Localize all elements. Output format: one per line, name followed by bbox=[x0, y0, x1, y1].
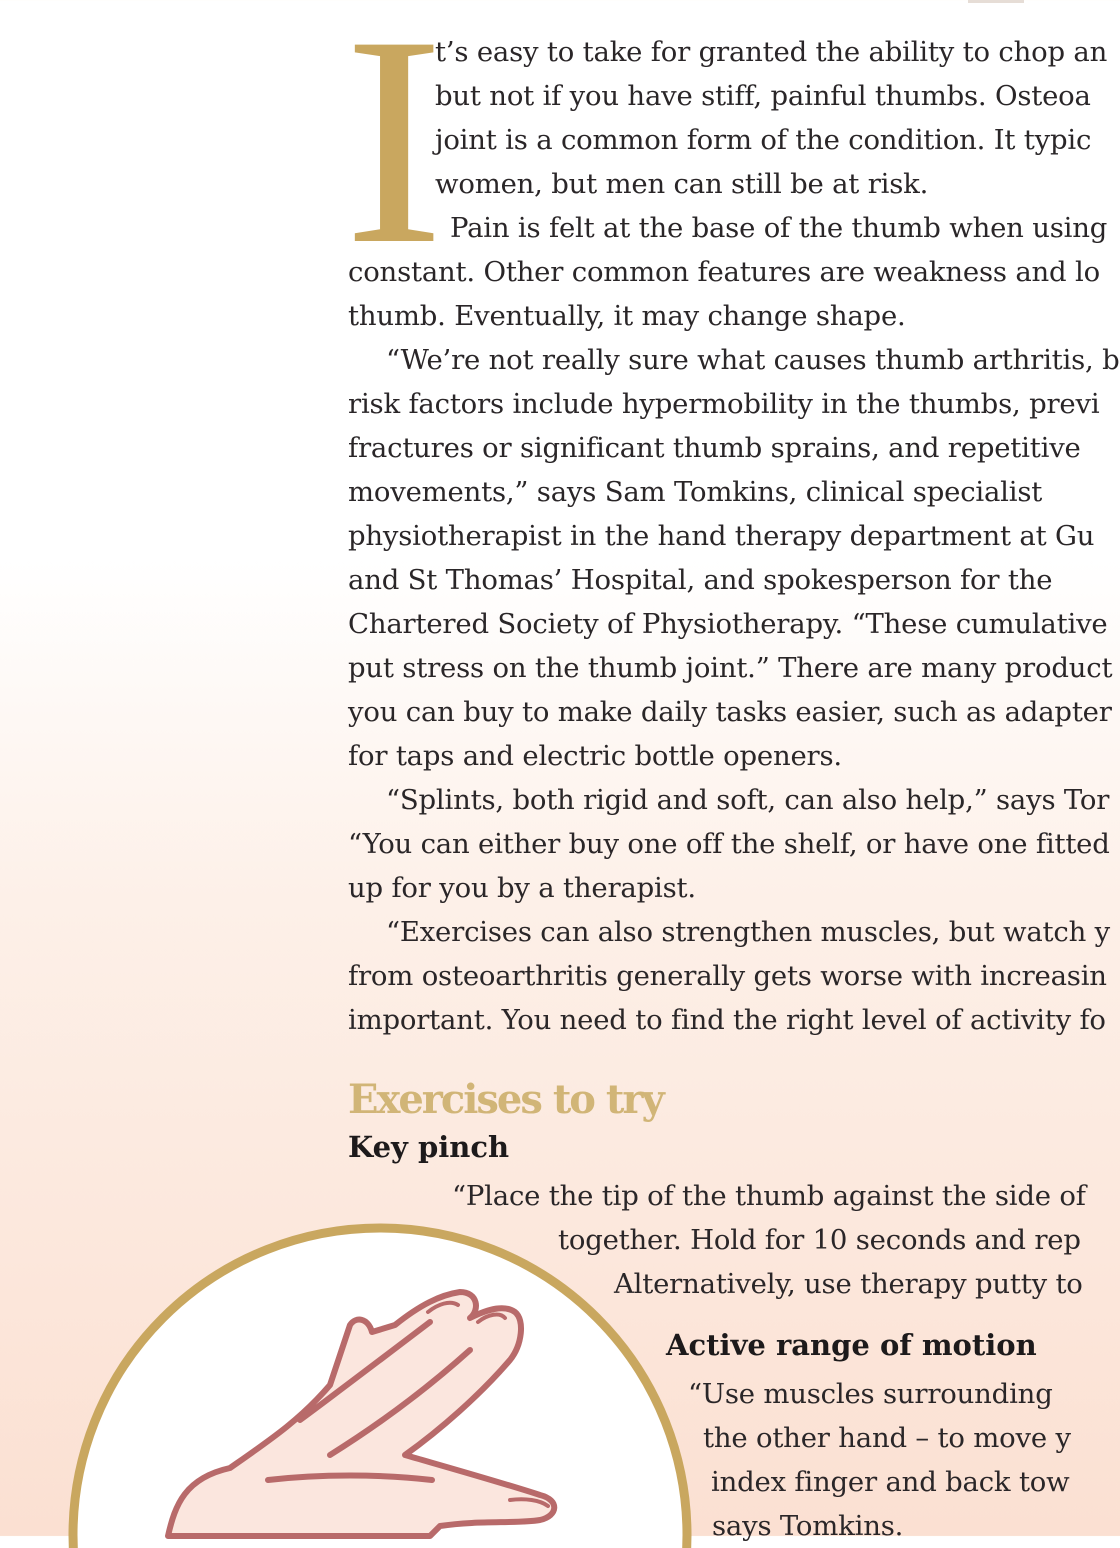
active-range-line: says Tomkins. bbox=[712, 1510, 904, 1542]
body-line: “You can either buy one off the shelf, or have one fitted bbox=[348, 828, 1110, 860]
exercise-title-key-pinch: Key pinch bbox=[348, 1130, 510, 1164]
body-line: important. You need to find the right level of activity fo bbox=[348, 1004, 1106, 1036]
body-line: physiotherapist in the hand therapy department at Gu bbox=[348, 520, 1095, 552]
body-line: from osteoarthritis generally gets worse with increasin bbox=[348, 960, 1107, 992]
active-range-line: index finger and back tow bbox=[711, 1466, 1070, 1498]
key-pinch-line: Alternatively, use therapy putty to bbox=[614, 1268, 1083, 1300]
key-pinch-line: together. Hold for 10 seconds and rep bbox=[558, 1224, 1081, 1256]
body-line: “We’re not really sure what causes thumb arthritis, b bbox=[386, 344, 1120, 376]
body-line: but not if you have stiff, painful thumbs. Osteoa bbox=[435, 80, 1091, 112]
body-line: put stress on the thumb joint.” There are many product bbox=[348, 652, 1113, 684]
body-line: Chartered Society of Physiotherapy. “These cumulative bbox=[348, 608, 1108, 640]
body-line: and St Thomas’ Hospital, and spokesperson for the bbox=[348, 564, 1053, 596]
body-line: thumb. Eventually, it may change shape. bbox=[348, 300, 906, 332]
body-line: fractures or significant thumb sprains, and repetitive bbox=[348, 432, 1081, 464]
body-line: “Splints, both rigid and soft, can also help,” says Tor bbox=[386, 784, 1110, 816]
key-pinch-line: “Place the tip of the thumb against the side of bbox=[452, 1180, 1086, 1212]
body-line: movements,” says Sam Tomkins, clinical specialist bbox=[348, 476, 1043, 508]
section-heading: Exercises to try bbox=[348, 1076, 663, 1123]
body-line: women, but men can still be at risk. bbox=[435, 168, 929, 200]
body-line: “Exercises can also strengthen muscles, but watch y bbox=[386, 916, 1110, 948]
active-range-line: the other hand – to move y bbox=[703, 1422, 1071, 1454]
active-range-line: “Use muscles surrounding bbox=[688, 1378, 1053, 1410]
body-line: constant. Other common features are weakness and lo bbox=[348, 256, 1100, 288]
body-line: risk factors include hypermobility in the thumbs, previ bbox=[348, 388, 1100, 420]
exercise-title-active-range: Active range of motion bbox=[666, 1328, 1037, 1362]
drop-cap: I bbox=[344, 0, 444, 306]
body-line: Pain is felt at the base of the thumb when using bbox=[450, 212, 1108, 244]
body-line: joint is a common form of the condition. It typic bbox=[435, 124, 1092, 156]
body-line: up for you by a therapist. bbox=[348, 872, 696, 904]
body-line: for taps and electric bottle openers. bbox=[348, 740, 842, 772]
body-line: you can buy to make daily tasks easier, such as adapter bbox=[348, 696, 1112, 728]
body-line: t’s easy to take for granted the ability to chop an bbox=[435, 36, 1108, 68]
